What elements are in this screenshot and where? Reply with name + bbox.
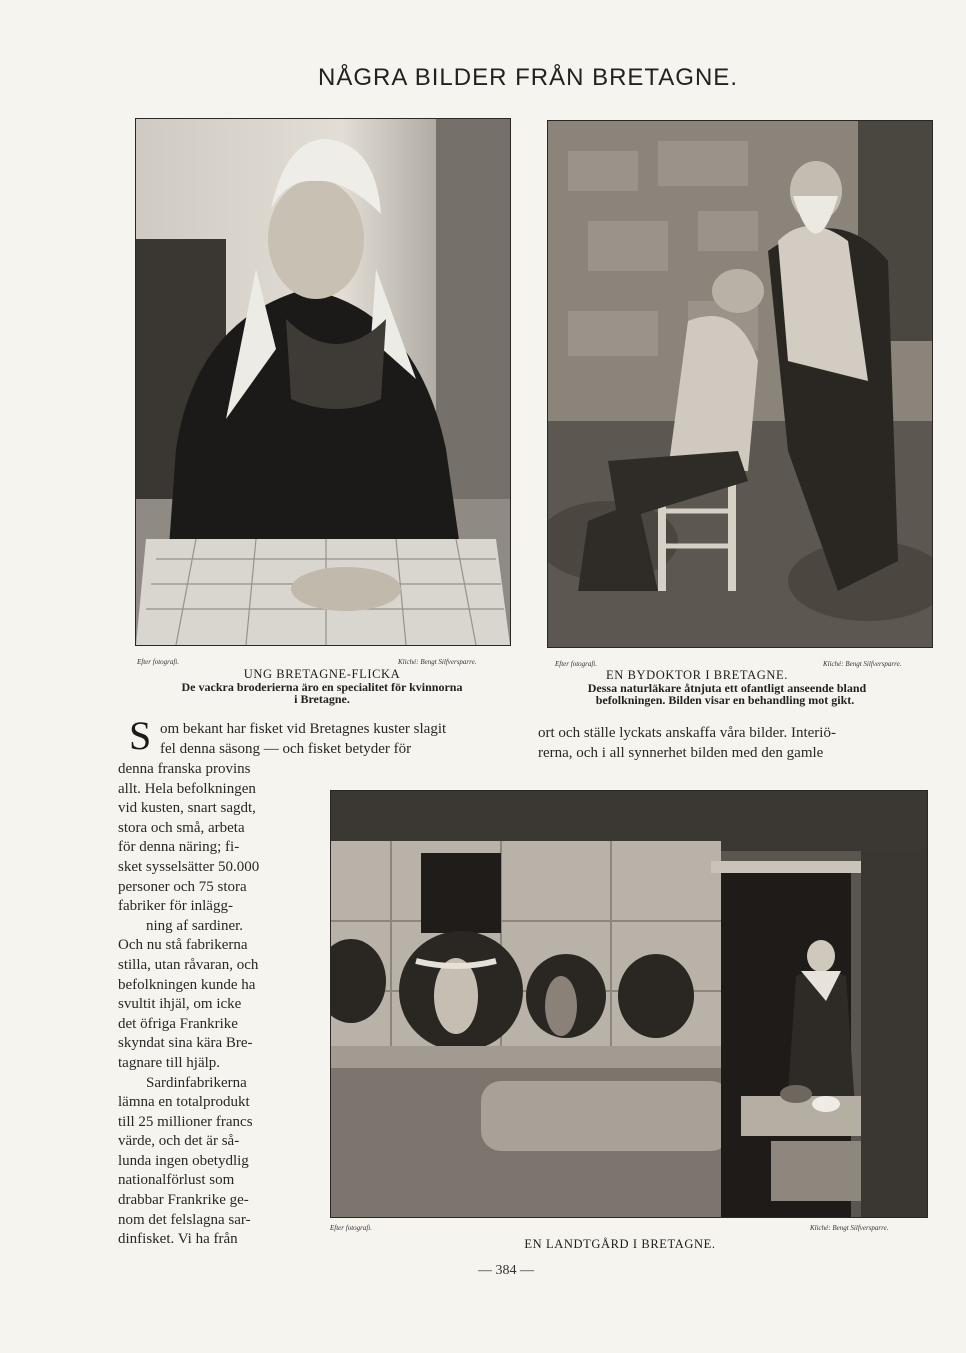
caption-heading: UNG BRETAGNE-FLICKA	[243, 667, 401, 681]
caption-heading: EN BYDOKTOR I BRETAGNE.	[605, 668, 788, 682]
caption-text: i Bretagne.	[294, 692, 350, 706]
photo-credit-left: Efter fotografi.	[330, 1224, 372, 1232]
article-line: för denna näring; fi-	[118, 839, 240, 856]
article-line: lämna en totalprodukt	[118, 1094, 250, 1111]
article-line: denna franska provins	[118, 761, 251, 777]
caption-text: Dessa naturläkare åtnjuta ett ofantligt anseende bland	[587, 681, 867, 695]
article-line: det öfriga Frankrike	[118, 1015, 238, 1032]
article-line: skyndat sina kära Bre-	[118, 1035, 253, 1052]
article-line: nationalförlust som	[118, 1172, 235, 1189]
article-line: om bekant har fisket vid Bretagnes kuster slagit	[160, 721, 447, 737]
article-line: ning af sardiner.	[146, 917, 244, 934]
article-line: Och nu stå fabrikerna	[118, 937, 248, 954]
article-line: sket sysselsätter 50.000	[118, 858, 260, 875]
article-line: vid kusten, snart sagdt,	[118, 800, 256, 817]
article-line: ort och ställe lyckats anskaffa våra bilder. Interiö-	[538, 725, 836, 741]
photo-credit-left: Efter fotografi.	[555, 660, 597, 668]
photo-credit-right: Kliché: Bengt Silfversparre.	[823, 660, 902, 668]
article-line: lunda ingen obetydlig	[118, 1152, 249, 1169]
photo-farmhouse	[330, 790, 928, 1218]
article-line: nom det felslagna sar-	[118, 1211, 251, 1228]
article-line: drabbar Frankrike ge-	[118, 1192, 249, 1209]
article-line: tagnare till hjälp.	[118, 1054, 221, 1071]
photo-breton-girl	[135, 118, 511, 646]
photo-credit-right: Kliché: Bengt Silfversparre.	[398, 658, 477, 666]
article-narrow-column	[118, 760, 318, 1250]
page-number: — 384 —	[478, 1263, 534, 1278]
article-line: stora och små, arbeta	[118, 819, 245, 836]
article-line: rerna, och i all synnerhet bilden med den gamle	[538, 745, 824, 761]
article-line: till 25 millioner francs	[118, 1113, 253, 1130]
photo-village-doctor	[547, 120, 933, 648]
article-line: dinfisket. Vi ha från	[118, 1231, 238, 1248]
article-line: värde, och det är så-	[118, 1133, 240, 1150]
page-title: NÅGRA BILDER FRÅN BRETAGNE.	[318, 64, 738, 91]
photo-credit-right: Kliché: Bengt Silfversparre.	[810, 1224, 889, 1232]
article-line: svultit ihjäl, om icke	[118, 996, 242, 1013]
article-dropcap: S	[129, 713, 152, 758]
article-line: befolkningen kunde ha	[118, 976, 256, 993]
article-line: fel denna säsong — och fisket betyder för	[160, 741, 412, 757]
caption-heading: EN LANDTGÅRD I BRETAGNE.	[524, 1237, 716, 1251]
caption-text: De vackra broderierna äro en specialitet för kvinnorna	[181, 680, 463, 694]
article-line: stilla, utan råvaran, och	[118, 956, 259, 973]
article-line: personer och 75 stora	[118, 878, 247, 895]
article-line: allt. Hela befolkningen	[118, 780, 256, 797]
article-line: Sardinfabrikerna	[146, 1074, 247, 1091]
article-line: fabriker för inlägg-	[118, 898, 233, 915]
photo-credit-left: Efter fotografi.	[137, 658, 179, 666]
caption-text: befolkningen. Bilden visar en behandling mot gikt.	[595, 693, 855, 707]
